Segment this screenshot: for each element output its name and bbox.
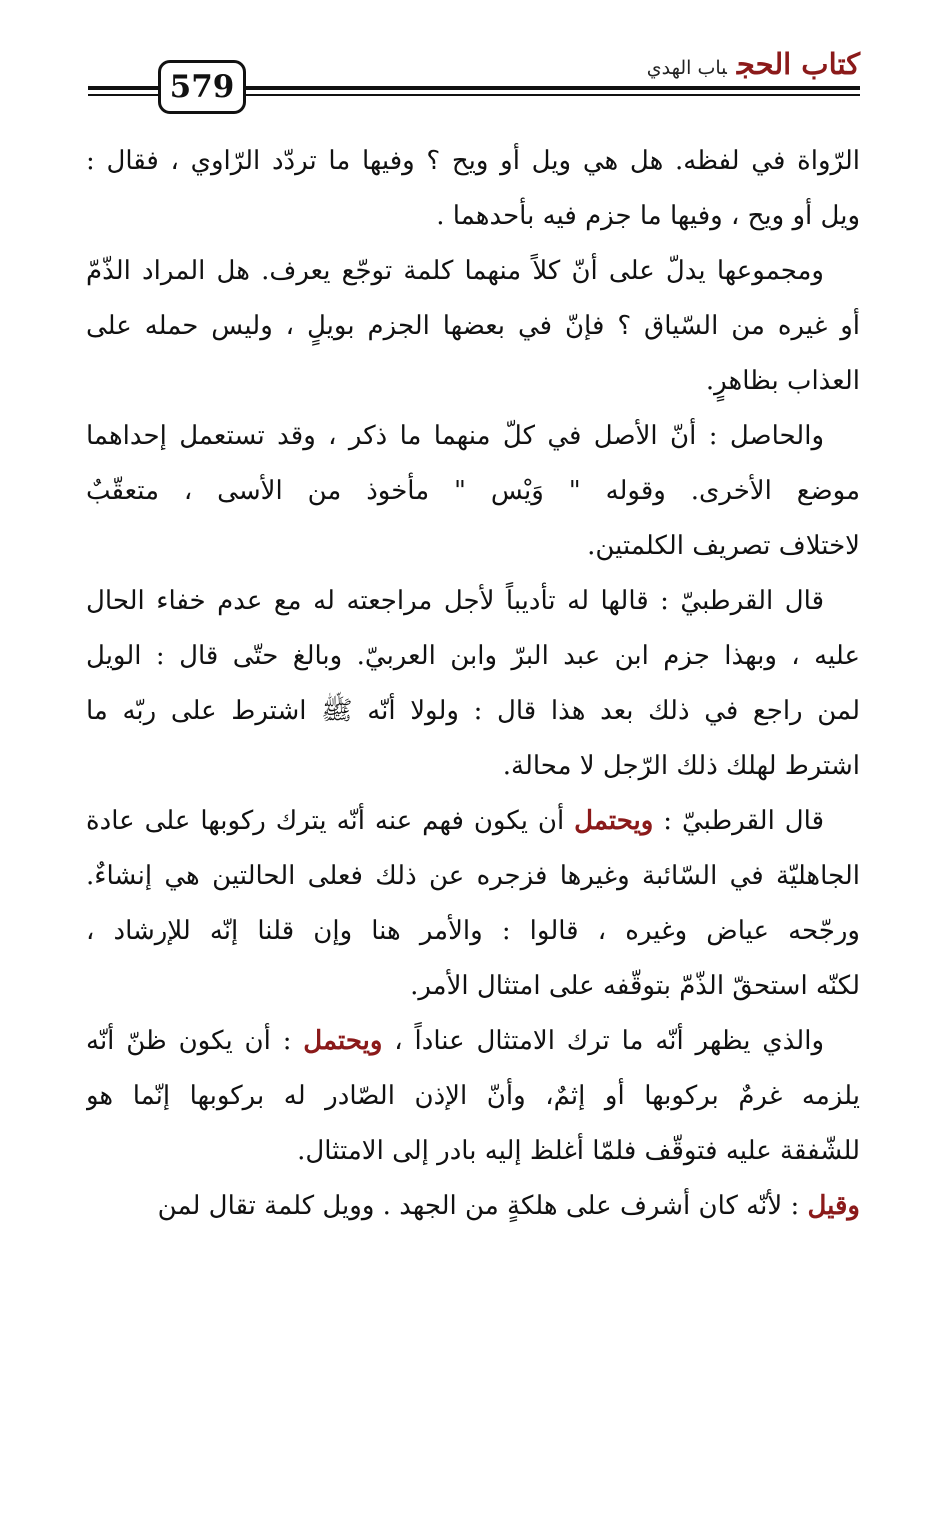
keyword-highlight: ويحتمل: [303, 1026, 383, 1056]
text-run: العذاب بظاهرٍ.: [705, 366, 860, 396]
text-line: [86, 794, 860, 849]
paragraph: [86, 134, 860, 244]
text-run: يلزمه غرمٌ بركوبها أو إثمٌ، وأنّ الإذن الصّادر له بركوبها إنّما هو: [86, 1081, 860, 1111]
paragraph: [86, 244, 860, 409]
text-run: الرّواة في لفظه. هل هي ويل أو ويح ؟ وفيها ما تردّد الرّاوي ، فقال :: [86, 146, 860, 176]
keyword-highlight: وقيل: [807, 1191, 860, 1221]
text-run: أو غيره من السّياق ؟ فإنّ في بعضها الجزم بويلٍ ، وليس حمله على: [86, 311, 860, 341]
paragraph: [86, 574, 860, 794]
header-titles: [647, 44, 860, 89]
text-line: [86, 519, 860, 574]
text-run: الجاهليّة في السّائبة وغيرها فزجره عن ذلك فعلى الحالتين هي إنشاءٌ.: [86, 861, 860, 891]
text-run: قال القرطبيّ : قالها له تأديباً لأجل مراجعته له مع عدم خفاء الحال: [86, 586, 824, 616]
page-header: [0, 0, 945, 120]
text-line: [86, 574, 860, 629]
text-run: والحاصل : أنّ الأصل في كلّ منهما ما ذكر ، وقد تستعمل إحداهما: [86, 421, 824, 451]
page-body: [86, 134, 860, 1234]
paragraph: [86, 409, 860, 574]
text-line: [86, 189, 860, 244]
text-run: للشّفقة عليه فتوقّف فلمّا أغلظ إليه بادر إلى الامتثال.: [297, 1136, 860, 1166]
text-line: [86, 1069, 860, 1124]
text-run: والذي يظهر أنّه ما ترك الامتثال عناداً ،: [382, 1026, 824, 1056]
text-line: [86, 1124, 860, 1179]
text-run: قال القرطبيّ :: [653, 806, 824, 836]
page-number: 579: [158, 60, 246, 114]
text-line: [86, 739, 860, 794]
text-line: [86, 134, 860, 189]
text-line: [86, 904, 860, 959]
text-run: لكنّه استحقّ الذّمّ بتوقّفه على امتثال الأمر.: [410, 971, 860, 1001]
text-line: [86, 849, 860, 904]
text-line: [86, 629, 860, 684]
paragraph: [86, 1179, 860, 1234]
text-line: [86, 1014, 860, 1069]
paragraph: [86, 1014, 860, 1179]
text-run: لاختلاف تصريف الكلمتين.: [587, 531, 860, 561]
text-line: [86, 409, 860, 464]
text-run: : لأنّه كان أشرف على هلكةٍ من الجهد . وويل كلمة تقال لمن: [157, 1191, 808, 1221]
text-run: أن يكون فهم عنه أنّه يترك ركوبها على عادة: [86, 806, 575, 836]
text-run: ومجموعها يدلّ على أنّ كلاً منهما كلمة توجّع يعرف. هل المراد الذّمّ: [86, 256, 824, 286]
keyword-highlight: ويحتمل: [574, 806, 654, 836]
text-run: موضع الأخرى. وقوله " وَيْس " مأخوذ من الأسى ، متعقّبٌ: [86, 476, 860, 506]
text-line: [86, 959, 860, 1014]
text-line: [86, 464, 860, 519]
text-run: عليه ، وبهذا جزم ابن عبد البرّ وابن العربيّ. وبالغ حتّى قال : الويل: [86, 641, 860, 671]
text-run: اشترط لهلك ذلك الرّجل لا محالة.: [502, 751, 860, 781]
text-run: ويل أو ويح ، وفيها ما جزم فيه بأحدهما .: [436, 201, 860, 231]
text-run: : أن يكون ظنّ أنّه: [86, 1026, 304, 1056]
book-title: كتاب الحج: [736, 47, 860, 81]
text-line: [86, 244, 860, 299]
text-run: ورجّحه عياض وغيره ، قالوا : والأمر هنا وإن قلنا إنّه للإرشاد ،: [86, 916, 860, 946]
text-line: [86, 354, 860, 409]
text-line: [86, 684, 860, 739]
text-run: لمن راجع في ذلك بعد هذا قال : ولولا أنّه ﷺ اشترط على ربّه ما: [86, 696, 860, 726]
chapter-title: باب الهدي: [646, 57, 727, 79]
text-line: [86, 1179, 860, 1234]
paragraph: [86, 794, 860, 1014]
text-line: [86, 299, 860, 354]
